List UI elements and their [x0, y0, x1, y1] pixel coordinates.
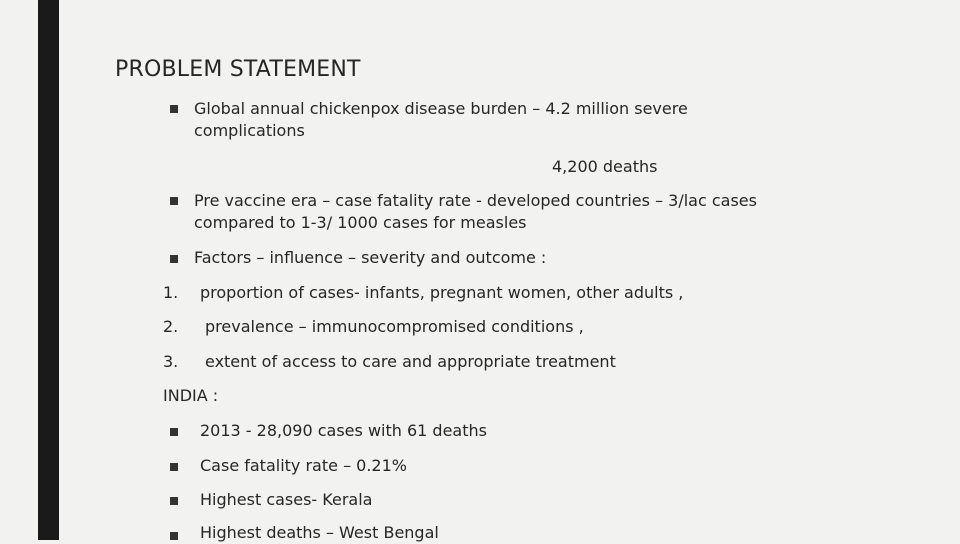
factor-number: 3. [163, 352, 179, 371]
bullet-square-icon [170, 532, 178, 540]
bullet-text-line: Factors – influence – severity and outcome : [194, 248, 547, 267]
bullet-text-line: Global annual chickenpox disease burden – 4.2 million severe [194, 99, 688, 118]
bullet-text-line: Pre vaccine era – case fatality rate - developed countries – 3/lac cases [194, 191, 757, 210]
deaths-text: 4,200 deaths [552, 157, 658, 176]
factor-text: extent of access to care and appropriate treatment [205, 352, 616, 371]
bullet-text-line: compared to 1-3/ 1000 cases for measles [194, 213, 527, 232]
bullet-square-icon [170, 255, 178, 263]
india-item: Highest cases- Kerala [200, 490, 373, 509]
left-accent-bar [38, 0, 59, 540]
india-item: 2013 - 28,090 cases with 61 deaths [200, 421, 487, 440]
india-item: Case fatality rate – 0.21% [200, 456, 407, 475]
factor-text: proportion of cases- infants, pregnant women, other adults , [200, 283, 684, 302]
factor-number: 2. [163, 317, 179, 336]
india-item: Highest deaths – West Bengal [200, 523, 439, 542]
bullet-square-icon [170, 497, 178, 505]
bullet-square-icon [170, 197, 178, 205]
bullet-square-icon [170, 105, 178, 113]
bullet-square-icon [170, 428, 178, 436]
bullet-square-icon [170, 463, 178, 471]
factor-number: 1. [163, 283, 179, 302]
india-heading: INDIA : [163, 386, 219, 405]
factor-text: prevalence – immunocompromised conditions , [205, 317, 584, 336]
bullet-text-line: complications [194, 121, 305, 140]
slide-title: PROBLEM STATEMENT [115, 57, 361, 82]
